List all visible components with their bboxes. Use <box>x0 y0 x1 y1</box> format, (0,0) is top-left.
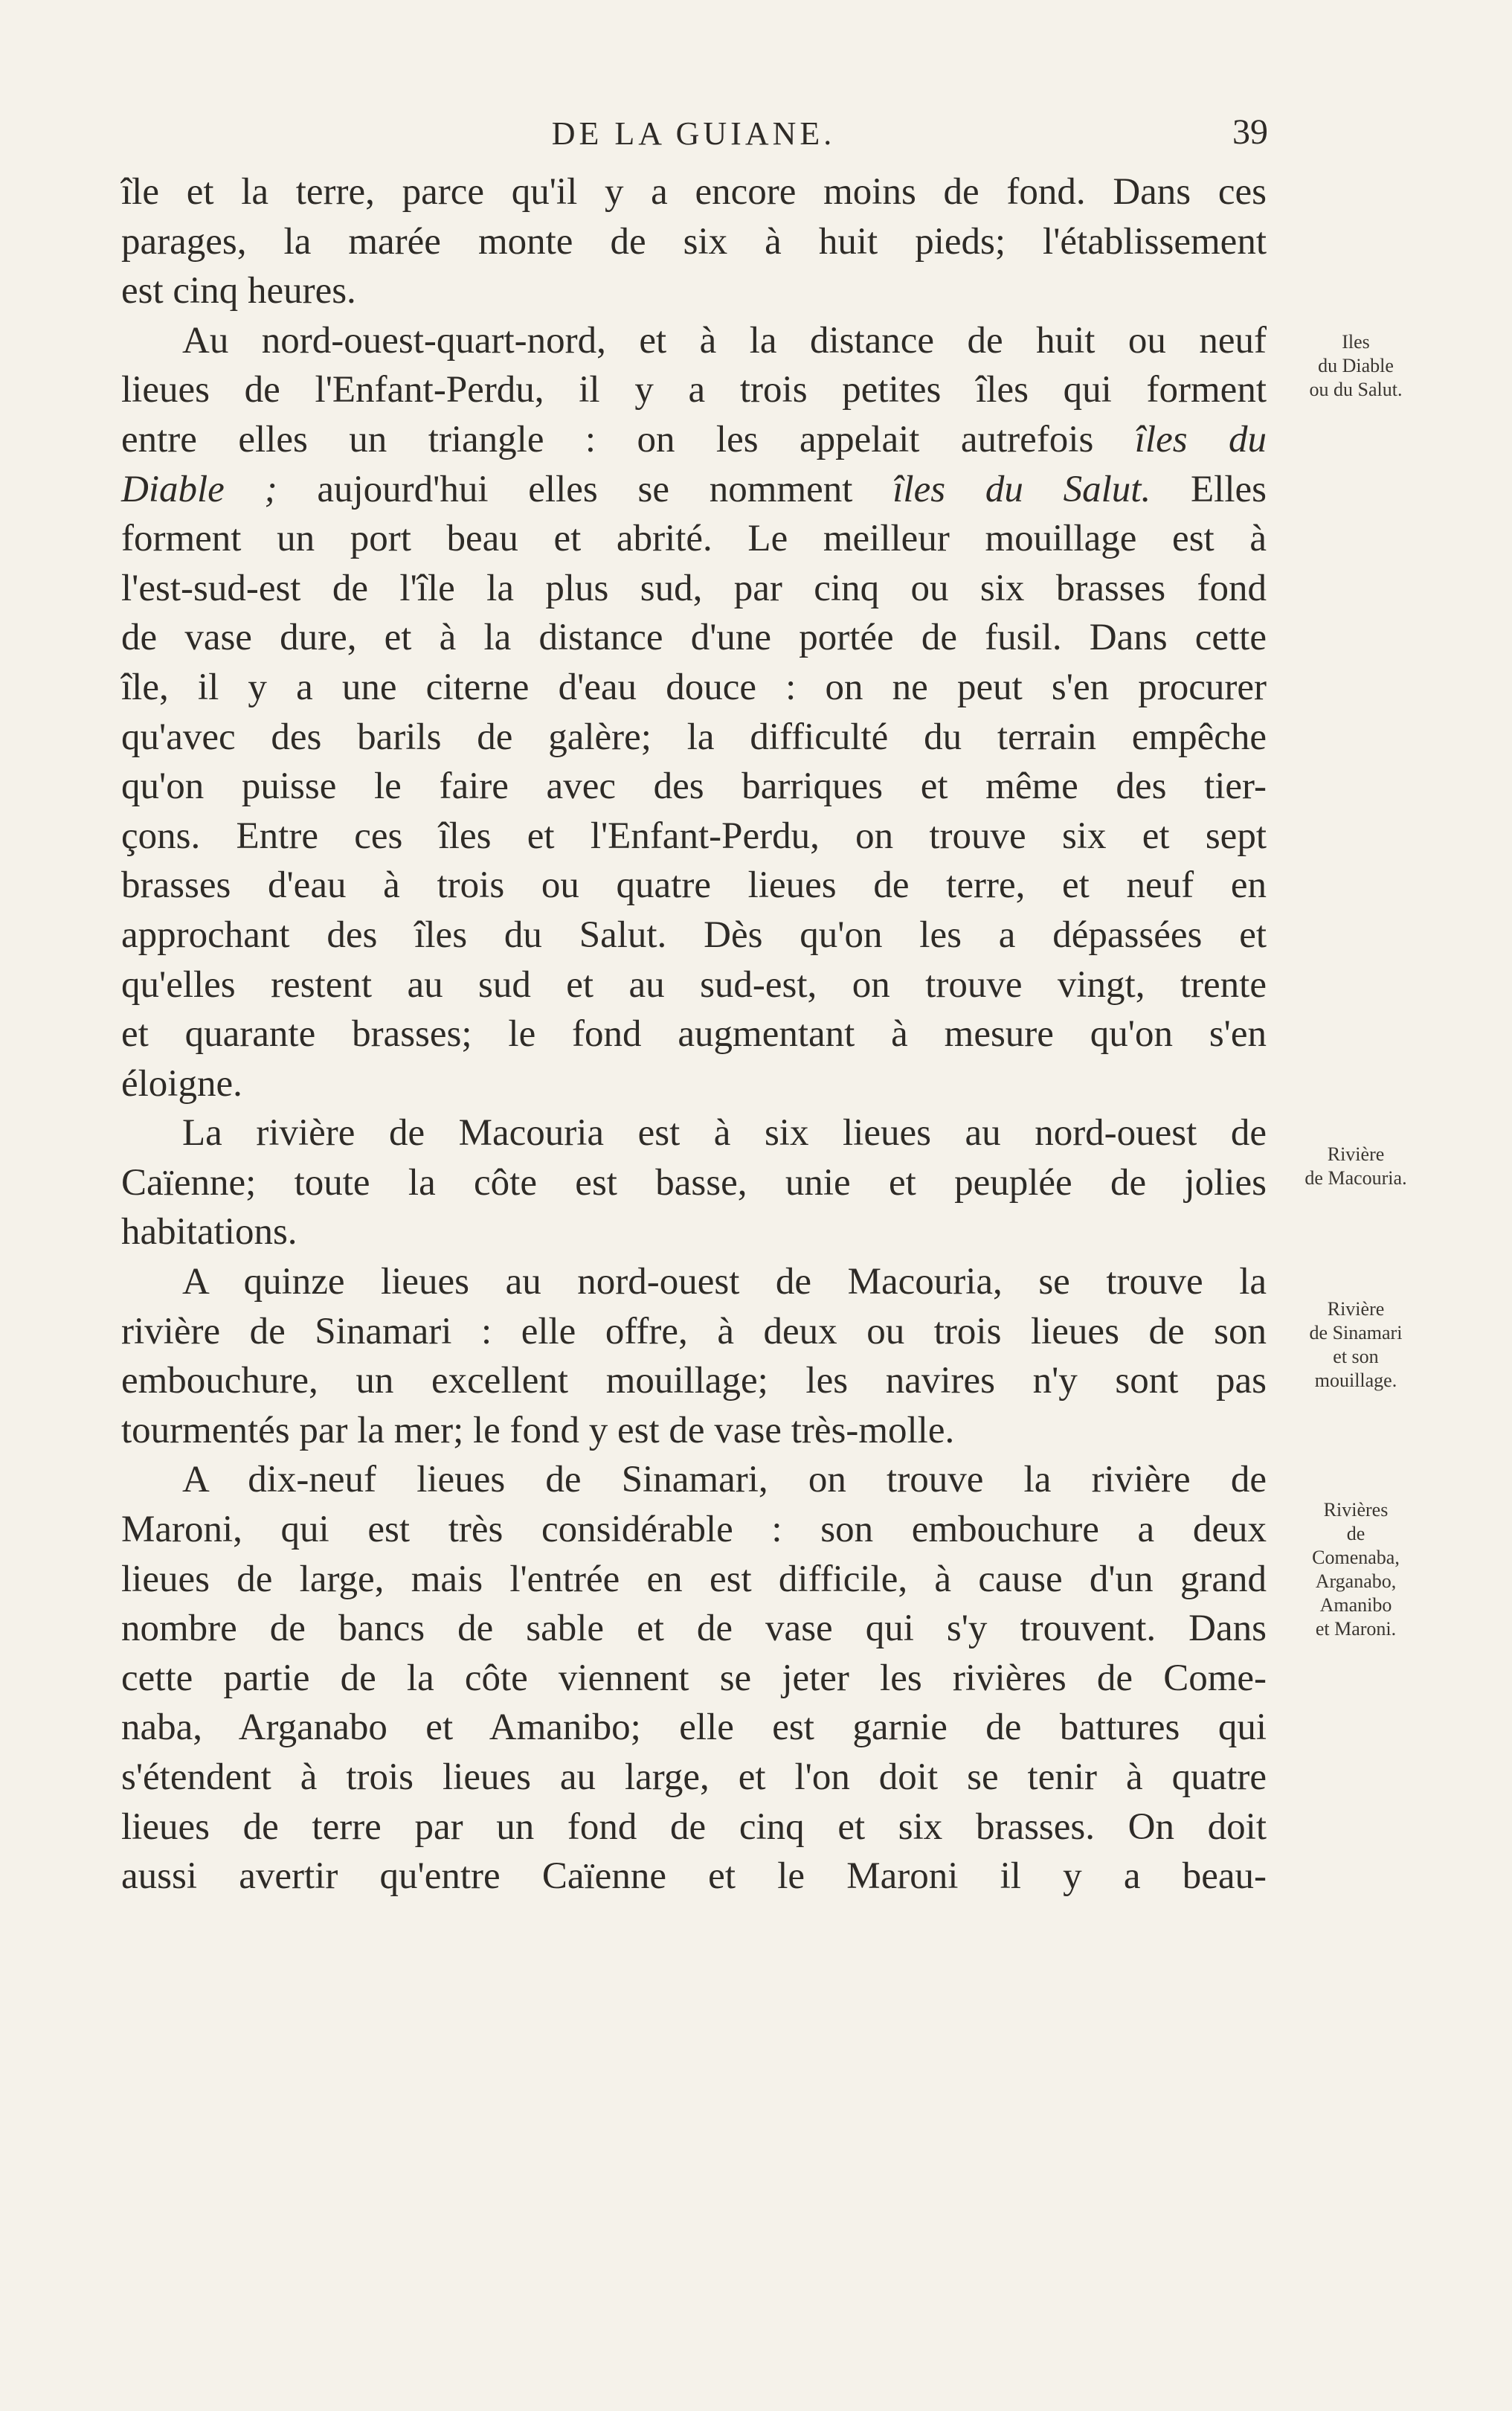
text-line <box>121 911 1267 960</box>
text-segment: aussi avertir qu'entre Caïenne et le Maroni il y a beau- <box>121 1855 1267 1898</box>
margin-note-maroni <box>1274 1498 1438 1641</box>
margin-note-line: Rivières <box>1323 1499 1389 1521</box>
text-segment: Caïenne; toute la côte est basse, unie et peuplée de jolies <box>121 1161 1267 1204</box>
text-line <box>121 1257 1267 1307</box>
margin-note-line: et Maroni. <box>1315 1618 1397 1640</box>
text-line <box>121 812 1267 861</box>
text-line <box>121 1307 1267 1357</box>
margin-note-line: Comenaba, <box>1312 1547 1400 1568</box>
text-line <box>121 1207 1267 1257</box>
text-segment: rivière de Sinamari : elle offre, à deux ou trois lieues de son <box>121 1310 1267 1352</box>
text-segment: de vase dure, et à la distance d'une portée de fusil. Dans cette <box>121 617 1267 659</box>
italic-text: îles du Salut. <box>892 468 1151 510</box>
text-line <box>121 1406 1267 1456</box>
text-segment: aujourd'hui elles se nomment <box>277 468 893 510</box>
text-segment: île et la terre, parce qu'il y a encore moins de fond. Dans ces <box>121 171 1267 213</box>
text-segment: Maroni, qui est très considérable : son embouchure a deux <box>121 1509 1267 1551</box>
text-segment: lieues de l'Enfant-Perdu, il y a trois petites îles qui forment <box>121 369 1267 411</box>
text-segment: qu'avec des barils de galère; la difficulté du terrain empêche <box>121 716 1267 758</box>
text-segment: forment un port beau et abrité. Le meilleur mouillage est à <box>121 518 1267 560</box>
margin-note-line: Rivière <box>1327 1143 1385 1165</box>
italic-text: Diable ; <box>121 468 277 510</box>
margin-note-line: de <box>1346 1523 1365 1544</box>
text-segment: naba, Arganabo et Amanibo; elle est garnie de battures qui <box>121 1707 1267 1749</box>
margin-note-sinamari <box>1274 1297 1438 1393</box>
text-segment: lieues de large, mais l'entrée en est difficile, à cause d'un grand <box>121 1558 1267 1600</box>
text-line <box>121 1356 1267 1406</box>
margin-note-line: de Sinamari <box>1309 1322 1403 1343</box>
margin-note-line: du Diable <box>1318 355 1394 376</box>
text-segment: qu'on puisse le faire avec des barriques et même des tier- <box>121 765 1267 808</box>
running-title: DE LA GUIANE. <box>551 115 836 152</box>
text-segment: Elles <box>1151 468 1267 510</box>
text-line <box>121 1158 1267 1208</box>
italic-text: îles du <box>1134 418 1267 460</box>
text-segment: A dix-neuf lieues de Sinamari, on trouve la rivière de <box>182 1459 1267 1501</box>
text-line <box>121 365 1267 415</box>
text-line <box>121 1604 1267 1654</box>
margin-note-line: Amanibo <box>1319 1594 1392 1616</box>
text-line <box>121 1505 1267 1555</box>
text-segment: île, il y a une citerne d'eau douce : on ne peut s'en procurer <box>121 666 1267 708</box>
text-segment: tourmentés par la mer; le fond y est de vase très-molle. <box>121 1409 955 1451</box>
text-line <box>121 1654 1267 1704</box>
text-line <box>121 613 1267 663</box>
text-segment: embouchure, un excellent mouillage; les navires n'y sont pas <box>121 1360 1267 1402</box>
text-line <box>121 1108 1267 1158</box>
text-line <box>121 514 1267 564</box>
margin-note-line: Arganabo, <box>1315 1570 1397 1592</box>
text-segment: et quarante brasses; le fond augmentant à mesure qu'on s'en <box>121 1013 1267 1056</box>
margin-note-line: Rivière <box>1327 1298 1385 1320</box>
text-segment: habitations. <box>121 1211 297 1253</box>
main-text <box>121 167 1267 1901</box>
text-line <box>121 861 1267 911</box>
text-line <box>121 1753 1267 1802</box>
text-line <box>121 1703 1267 1753</box>
text-segment: entre elles un triangle : on les appelait autrefois <box>121 418 1135 460</box>
text-segment: éloigne. <box>121 1062 242 1105</box>
text-line <box>121 266 1267 316</box>
text-line <box>121 1555 1267 1605</box>
text-line <box>121 217 1267 267</box>
margin-note-line: et son <box>1333 1346 1379 1367</box>
margin-note-line: Iles <box>1342 331 1370 353</box>
text-line <box>121 1059 1267 1109</box>
text-line <box>121 1455 1267 1505</box>
text-segment: nombre de bancs de sable et de vase qui s'y trouvent. Dans <box>121 1608 1267 1650</box>
text-line <box>121 167 1267 217</box>
text-segment: l'est-sud-est de l'île la plus sud, par cinq ou six brasses fond <box>121 567 1267 609</box>
text-segment: cette partie de la côte viennent se jeter les rivières de Come- <box>121 1657 1267 1699</box>
text-line <box>121 564 1267 614</box>
text-line <box>121 465 1267 515</box>
margin-note-iles-du-salut <box>1274 330 1438 402</box>
text-segment: approchant des îles du Salut. Dès qu'on les a dépassées et <box>121 914 1267 956</box>
margin-note-macouria <box>1274 1143 1438 1190</box>
margin-note-line: ou du Salut. <box>1309 379 1403 400</box>
page-number: 39 <box>1232 112 1268 152</box>
text-line <box>121 762 1267 812</box>
text-segment: A quinze lieues au nord-ouest de Macouria, se trouve la <box>182 1261 1267 1303</box>
text-line <box>121 1802 1267 1852</box>
text-line <box>121 663 1267 713</box>
text-segment: parages, la marée monte de six à huit pieds; l'établissement <box>121 220 1267 263</box>
text-segment: s'étendent à trois lieues au large, et l'on doit se tenir à quatre <box>121 1756 1267 1798</box>
text-line <box>121 415 1267 465</box>
text-line <box>121 1852 1267 1901</box>
text-segment: est cinq heures. <box>121 270 356 312</box>
text-segment: brasses d'eau à trois ou quatre lieues de terre, et neuf en <box>121 864 1267 907</box>
text-line <box>121 316 1267 366</box>
text-segment: Au nord-ouest-quart-nord, et à la distance de huit ou neuf <box>182 319 1267 362</box>
text-line <box>121 713 1267 763</box>
text-line <box>121 960 1267 1010</box>
running-header <box>119 112 1268 164</box>
text-segment: La rivière de Macouria est à six lieues au nord-ouest de <box>182 1112 1267 1155</box>
text-line <box>121 1009 1267 1059</box>
text-segment: qu'elles restent au sud et au sud-est, on trouve vingt, trente <box>121 963 1267 1006</box>
text-segment: lieues de terre par un fond de cinq et six brasses. On doit <box>121 1805 1267 1848</box>
margin-note-line: mouillage. <box>1314 1370 1397 1391</box>
margin-note-line: de Macouria. <box>1304 1167 1407 1189</box>
text-segment: çons. Entre ces îles et l'Enfant-Perdu, on trouve six et sept <box>121 815 1267 857</box>
